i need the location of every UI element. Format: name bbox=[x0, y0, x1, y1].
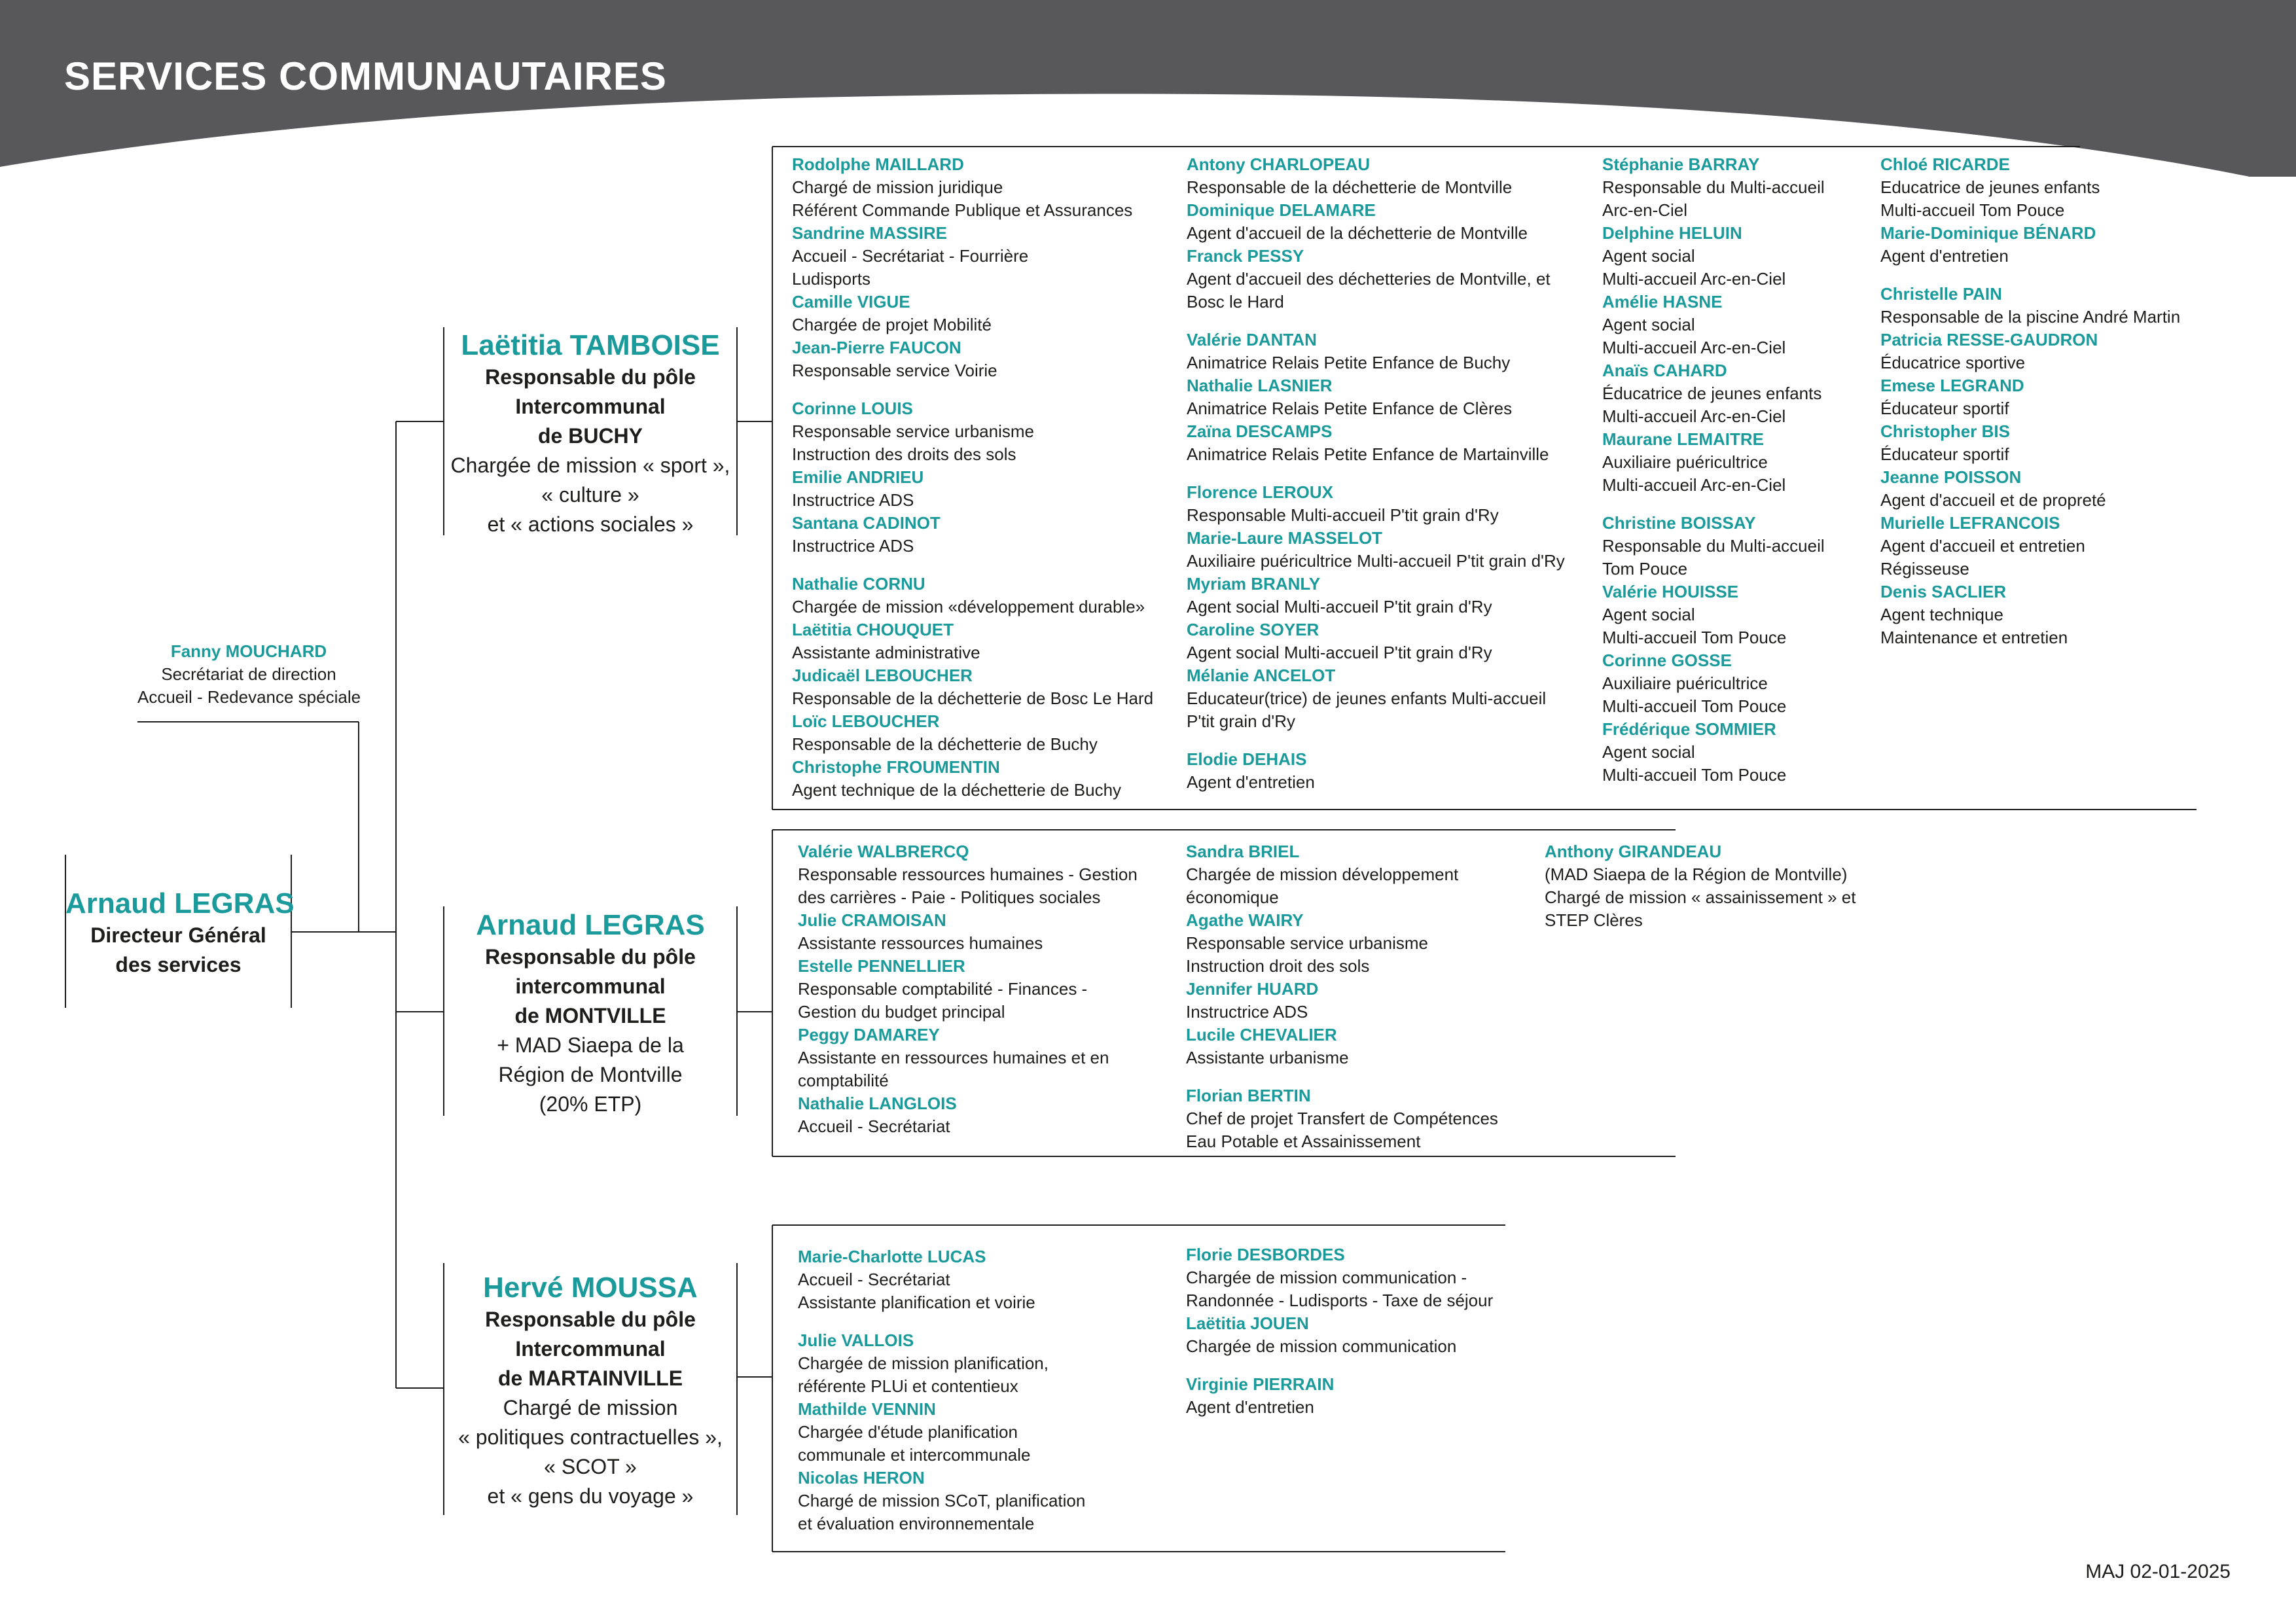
staff-column bbox=[1187, 153, 1565, 794]
staff-role: Agent technique bbox=[1880, 605, 2003, 624]
staff-role: Agent d'accueil et entretien bbox=[1880, 536, 2085, 556]
staff-role: Multi-accueil Tom Pouce bbox=[1602, 696, 1787, 716]
staff-role: Bosc le Hard bbox=[1187, 292, 1284, 312]
staff-role: Animatrice Relais Petite Enfance de Buchy bbox=[1187, 353, 1511, 372]
staff-name: Anthony GIRANDEAU bbox=[1545, 842, 1722, 861]
staff-name: Nicolas HERON bbox=[798, 1468, 925, 1488]
staff-role: Responsable comptabilité - Finances - bbox=[798, 979, 1088, 999]
staff-role: Agent social Multi-accueil P'tit grain d'Ry bbox=[1187, 643, 1492, 662]
staff-name: Florie DESBORDES bbox=[1186, 1245, 1345, 1264]
staff-role: Multi-accueil Tom Pouce bbox=[1602, 628, 1787, 647]
staff-name: Emese LEGRAND bbox=[1880, 376, 2024, 395]
pole-mission: « culture » bbox=[541, 483, 639, 507]
staff-name: Julie CRAMOISAN bbox=[798, 910, 946, 930]
pole-title: Responsable du pôle bbox=[485, 945, 696, 969]
staff-name: Christophe FROUMENTIN bbox=[792, 757, 1000, 777]
staff-name: Anaïs CAHARD bbox=[1602, 361, 1727, 380]
staff-role: Instructrice ADS bbox=[792, 490, 914, 510]
staff-name: Stéphanie BARRAY bbox=[1602, 154, 1760, 174]
staff-role: Agent social bbox=[1602, 742, 1695, 762]
staff-name: Lucile CHEVALIER bbox=[1186, 1025, 1337, 1044]
staff-name: Christine BOISSAY bbox=[1602, 513, 1756, 533]
staff-role: comptabilité bbox=[798, 1071, 889, 1090]
spacer bbox=[798, 1314, 1085, 1329]
staff-role: Responsable du Multi-accueil bbox=[1602, 177, 1825, 197]
update-date: MAJ 02-01-2025 bbox=[2085, 1561, 2231, 1582]
staff-role: Responsable service urbanisme bbox=[792, 421, 1034, 441]
staff-role: économique bbox=[1186, 887, 1279, 907]
staff-name: Myriam BRANLY bbox=[1187, 574, 1321, 594]
page-title: SERVICES COMMUNAUTAIRES bbox=[64, 54, 667, 98]
staff-role: Tom Pouce bbox=[1602, 559, 1688, 579]
pole-head-name: Hervé MOUSSA bbox=[483, 1272, 698, 1304]
staff-name: Corinne GOSSE bbox=[1602, 651, 1732, 670]
staff-name: Caroline SOYER bbox=[1187, 620, 1319, 639]
spacer bbox=[1880, 268, 2180, 283]
staff-role: Chargée de mission communication bbox=[1186, 1336, 1457, 1356]
director-name: Arnaud LEGRAS bbox=[65, 887, 295, 919]
staff-role: Multi-accueil Arc-en-Ciel bbox=[1602, 269, 1786, 289]
spacer bbox=[1187, 733, 1565, 748]
pole-mission: et « gens du voyage » bbox=[487, 1484, 694, 1508]
staff-role: Agent d'entretien bbox=[1186, 1397, 1314, 1417]
pole-montville bbox=[444, 908, 737, 1119]
pole-title: Intercommunal bbox=[515, 395, 666, 418]
director-block bbox=[65, 887, 295, 980]
staff-column bbox=[1880, 153, 2180, 649]
staff-role: Assistante administrative bbox=[792, 643, 980, 662]
spacer bbox=[792, 558, 1153, 573]
staff-role: Assistante planification et voirie bbox=[798, 1293, 1035, 1312]
staff-name: Valérie HOUISSE bbox=[1602, 582, 1739, 601]
staff-name: Chloé RICARDE bbox=[1880, 154, 2010, 174]
staff-name: Julie VALLOIS bbox=[798, 1330, 914, 1350]
staff-role: Agent d'entretien bbox=[1187, 772, 1315, 792]
secretariat-name: Fanny MOUCHARD bbox=[170, 641, 327, 661]
staff-role: Auxiliaire puéricultrice bbox=[1602, 673, 1768, 693]
pole-mission: « politiques contractuelles », bbox=[458, 1425, 723, 1449]
pole-mission: (20% ETP) bbox=[539, 1092, 642, 1116]
pole-head-name: Laëtitia TAMBOISE bbox=[461, 329, 720, 361]
staff-role: Educateur(trice) de jeunes enfants Multi-accueil bbox=[1187, 688, 1547, 708]
staff-role: Chargée de mission développement bbox=[1186, 865, 1459, 884]
secretariat-line: Accueil - Redevance spéciale bbox=[137, 687, 361, 707]
staff-name: Amélie HASNE bbox=[1602, 292, 1723, 312]
staff-role: Chargé de mission juridique bbox=[792, 177, 1003, 197]
staff-role: P'tit grain d'Ry bbox=[1187, 711, 1295, 731]
staff-role: communale et intercommunale bbox=[798, 1445, 1031, 1465]
staff-name: Jeanne POISSON bbox=[1880, 467, 2022, 487]
staff-role: Randonnée - Ludisports - Taxe de séjour bbox=[1186, 1291, 1494, 1310]
staff-role: Accueil - Secrétariat bbox=[798, 1270, 950, 1289]
staff-role: Régisseuse bbox=[1880, 559, 1969, 579]
staff-role: Chargée d'étude planification bbox=[798, 1422, 1018, 1442]
secretariat-block bbox=[137, 640, 360, 709]
staff-name: Valérie DANTAN bbox=[1187, 330, 1317, 349]
staff-role: Éducatrice de jeunes enfants bbox=[1602, 383, 1822, 403]
staff-role: Agent social Multi-accueil P'tit grain d'Ry bbox=[1187, 597, 1492, 616]
staff-name: Rodolphe MAILLARD bbox=[792, 154, 964, 174]
spacer bbox=[1602, 497, 1825, 512]
staff-name: Agathe WAIRY bbox=[1186, 910, 1304, 930]
spacer bbox=[1186, 1358, 1493, 1373]
staff-name: Florian BERTIN bbox=[1186, 1086, 1311, 1105]
staff-role: Responsable de la déchetterie de Buchy bbox=[792, 734, 1098, 754]
staff-role: Chargé de mission « assainissement » et bbox=[1545, 887, 1856, 907]
staff-role: Agent technique de la déchetterie de Buchy bbox=[792, 780, 1122, 800]
staff-column bbox=[1186, 1243, 1493, 1419]
staff-role: Éducateur sportif bbox=[1880, 444, 2009, 464]
staff-role: Chargée de projet Mobilité bbox=[792, 315, 992, 334]
staff-name: Marie-Dominique BÉNARD bbox=[1880, 223, 2096, 243]
staff-role: Accueil - Secrétariat - Fourrière bbox=[792, 246, 1029, 266]
staff-name: Elodie DEHAIS bbox=[1187, 749, 1307, 769]
staff-name: Corinne LOUIS bbox=[792, 399, 913, 418]
staff-column bbox=[798, 840, 1138, 1138]
pole-title: de BUCHY bbox=[537, 424, 643, 448]
staff-name: Mélanie ANCELOT bbox=[1187, 666, 1336, 685]
pole-title: Intercommunal bbox=[515, 1337, 666, 1361]
staff-role: Agent d'accueil et de propreté bbox=[1880, 490, 2106, 510]
staff-role: Instruction droit des sols bbox=[1186, 956, 1370, 976]
staff-role: et évaluation environnementale bbox=[798, 1514, 1035, 1533]
staff-name: Christopher BIS bbox=[1880, 421, 2010, 441]
staff-role: Assistante urbanisme bbox=[1186, 1048, 1349, 1067]
staff-column bbox=[798, 1245, 1085, 1535]
pole-mission: « SCOT » bbox=[544, 1455, 637, 1478]
staff-role: Responsable ressources humaines - Gestion bbox=[798, 865, 1138, 884]
director-title: des services bbox=[115, 953, 242, 976]
staff-column bbox=[1545, 840, 1856, 932]
staff-role: Éducateur sportif bbox=[1880, 399, 2009, 418]
staff-role: Instructrice ADS bbox=[792, 536, 914, 556]
secretariat-line: Secrétariat de direction bbox=[161, 664, 336, 684]
pole-mission: + MAD Siaepa de la bbox=[497, 1033, 684, 1057]
staff-role: Auxiliaire puéricultrice Multi-accueil P'tit grain d'Ry bbox=[1187, 551, 1565, 571]
staff-role: Chef de projet Transfert de Compétences bbox=[1186, 1109, 1498, 1128]
staff-column bbox=[1186, 840, 1498, 1153]
staff-role: Maintenance et entretien bbox=[1880, 628, 2068, 647]
staff-role: Responsable service urbanisme bbox=[1186, 933, 1428, 953]
staff-name: Loïc LEBOUCHER bbox=[792, 711, 940, 731]
staff-name: Franck PESSY bbox=[1187, 246, 1304, 266]
staff-column bbox=[1602, 153, 1825, 787]
spacer bbox=[1187, 313, 1565, 329]
staff-name: Zaïna DESCAMPS bbox=[1187, 421, 1333, 441]
staff-name: Santana CADINOT bbox=[792, 513, 941, 533]
staff-name: Mathilde VENNIN bbox=[798, 1399, 936, 1419]
staff-name: Delphine HELUIN bbox=[1602, 223, 1742, 243]
staff-name: Dominique DELAMARE bbox=[1187, 200, 1376, 220]
pole-title: de MONTVILLE bbox=[514, 1004, 666, 1027]
spacer bbox=[1187, 466, 1565, 481]
pole-title: Responsable du pôle bbox=[485, 365, 696, 389]
pole-head-name: Arnaud LEGRAS bbox=[476, 909, 705, 941]
staff-role: Animatrice Relais Petite Enfance de Martainville bbox=[1187, 444, 1549, 464]
staff-role: Responsable de la déchetterie de Bosc Le Hard bbox=[792, 688, 1154, 708]
staff-role: référente PLUi et contentieux bbox=[798, 1376, 1018, 1396]
pole-title: Responsable du pôle bbox=[485, 1308, 696, 1331]
staff-role: Arc-en-Ciel bbox=[1602, 200, 1688, 220]
pole-buchy bbox=[444, 329, 737, 539]
staff-name: Marie-Charlotte LUCAS bbox=[798, 1247, 986, 1266]
staff-name: Emilie ANDRIEU bbox=[792, 467, 924, 487]
staff-name: Marie-Laure MASSELOT bbox=[1187, 528, 1383, 548]
staff-role: Multi-accueil Tom Pouce bbox=[1602, 765, 1787, 785]
pole-martainville bbox=[444, 1271, 737, 1511]
staff-name: Nathalie LASNIER bbox=[1187, 376, 1333, 395]
staff-name: Nathalie LANGLOIS bbox=[798, 1094, 957, 1113]
spacer bbox=[792, 382, 1153, 397]
staff-role: Agent d'accueil de la déchetterie de Montville bbox=[1187, 223, 1528, 243]
staff-name: Patricia RESSE-GAUDRON bbox=[1880, 330, 2098, 349]
staff-role: Gestion du budget principal bbox=[798, 1002, 1005, 1022]
staff-role: Chargée de mission planification, bbox=[798, 1353, 1049, 1373]
staff-role: Educatrice de jeunes enfants bbox=[1880, 177, 2100, 197]
staff-role: Responsable du Multi-accueil bbox=[1602, 536, 1825, 556]
staff-name: Christelle PAIN bbox=[1880, 284, 2002, 304]
staff-role: Assistante ressources humaines bbox=[798, 933, 1043, 953]
staff-role: Ludisports bbox=[792, 269, 870, 289]
pole-mission: Région de Montville bbox=[498, 1063, 683, 1086]
staff-role: Instructrice ADS bbox=[1186, 1002, 1308, 1022]
staff-role: STEP Clères bbox=[1545, 910, 1643, 930]
staff-role: Responsable de la piscine André Martin bbox=[1880, 307, 2181, 327]
staff-name: Antony CHARLOPEAU bbox=[1187, 154, 1371, 174]
staff-role: Multi-accueil Tom Pouce bbox=[1880, 200, 2065, 220]
staff-name: Sandrine MASSIRE bbox=[792, 223, 947, 243]
staff-role: Multi-accueil Arc-en-Ciel bbox=[1602, 338, 1786, 357]
staff-role: Multi-accueil Arc-en-Ciel bbox=[1602, 475, 1786, 495]
staff-name: Judicaël LEBOUCHER bbox=[792, 666, 973, 685]
staff-name: Nathalie CORNU bbox=[792, 574, 925, 594]
staff-name: Valérie WALBRERCQ bbox=[798, 842, 969, 861]
staff-role: Agent d'accueil des déchetteries de Montville, et bbox=[1187, 269, 1551, 289]
staff-role: Chargée de mission «développement durable» bbox=[792, 597, 1145, 616]
staff-name: Sandra BRIEL bbox=[1186, 842, 1300, 861]
staff-name: Frédérique SOMMIER bbox=[1602, 719, 1776, 739]
staff-role: des carrières - Paie - Politiques sociales bbox=[798, 887, 1101, 907]
staff-role: Instruction des droits des sols bbox=[792, 444, 1016, 464]
staff-role: Agent social bbox=[1602, 605, 1695, 624]
staff-name: Denis SACLIER bbox=[1880, 582, 2007, 601]
staff-role: Agent d'entretien bbox=[1880, 246, 2009, 266]
staff-column bbox=[792, 153, 1153, 802]
spacer bbox=[1186, 1069, 1498, 1084]
staff-role: Responsable service Voirie bbox=[792, 361, 997, 380]
staff-role: Chargée de mission communication - bbox=[1186, 1268, 1467, 1287]
staff-name: Laëtitia CHOUQUET bbox=[792, 620, 954, 639]
pole-mission: Chargé de mission bbox=[503, 1396, 678, 1419]
staff-role: Assistante en ressources humaines et en bbox=[798, 1048, 1109, 1067]
pole-title: intercommunal bbox=[515, 974, 666, 998]
staff-role: Agent social bbox=[1602, 315, 1695, 334]
staff-role: Responsable Multi-accueil P'tit grain d'Ry bbox=[1187, 505, 1499, 525]
staff-role: (MAD Siaepa de la Région de Montville) bbox=[1545, 865, 1848, 884]
staff-name: Maurane LEMAITRE bbox=[1602, 429, 1765, 449]
pole-mission: Chargée de mission « sport », bbox=[450, 454, 730, 477]
staff-role: Animatrice Relais Petite Enfance de Clères bbox=[1187, 399, 1513, 418]
pole-mission: et « actions sociales » bbox=[487, 512, 694, 536]
staff-name: Virginie PIERRAIN bbox=[1186, 1374, 1335, 1394]
staff-name: Estelle PENNELLIER bbox=[798, 956, 965, 976]
staff-role: Agent social bbox=[1602, 246, 1695, 266]
staff-role: Chargé de mission SCoT, planification bbox=[798, 1491, 1086, 1510]
staff-name: Murielle LEFRANCOIS bbox=[1880, 513, 2060, 533]
director-title: Directeur Général bbox=[90, 923, 266, 947]
staff-role: Accueil - Secrétariat bbox=[798, 1116, 950, 1136]
staff-name: Laëtitia JOUEN bbox=[1186, 1313, 1309, 1333]
staff-role: Responsable de la déchetterie de Montville bbox=[1187, 177, 1513, 197]
staff-role: Référent Commande Publique et Assurances bbox=[792, 200, 1133, 220]
staff-name: Jean-Pierre FAUCON bbox=[792, 338, 961, 357]
staff-role: Éducatrice sportive bbox=[1880, 353, 2026, 372]
staff-role: Auxiliaire puéricultrice bbox=[1602, 452, 1768, 472]
staff-name: Peggy DAMAREY bbox=[798, 1025, 940, 1044]
staff-role: Multi-accueil Arc-en-Ciel bbox=[1602, 406, 1786, 426]
staff-name: Jennifer HUARD bbox=[1186, 979, 1319, 999]
staff-name: Camille VIGUE bbox=[792, 292, 910, 312]
staff-role: Eau Potable et Assainissement bbox=[1186, 1132, 1421, 1151]
staff-name: Florence LEROUX bbox=[1187, 482, 1333, 502]
pole-title: de MARTAINVILLE bbox=[497, 1366, 683, 1390]
